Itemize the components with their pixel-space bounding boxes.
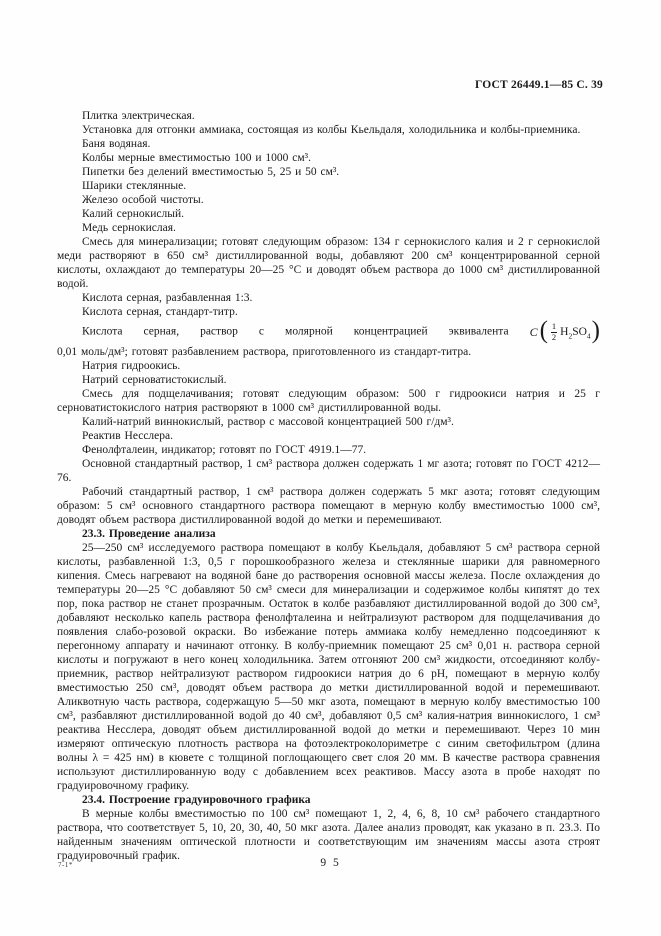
paragraph: Смесь для минерализации; готовят следующим образом: 134 г сернокислого калия и 2 г сернокислой меди растворяют в 650 см³ дистиллированной воды, добавляют 200 см³ концентрированной серной кислоты, охлаждают до температуры 20—25 °С и доводят объем раствора до 1000 см³ дистиллированной водой. [57, 236, 600, 290]
document-header-ref: ГОСТ 26449.1—85 С. 39 [475, 79, 603, 91]
formula-coefficient: C [529, 324, 538, 339]
paragraph: Основной стандартный раствор, 1 см³ раствора должен содержать 1 мг азота; готовят по ГОСТ 4212—76. [57, 458, 600, 484]
paragraph: Калий сернокислый. [82, 208, 184, 220]
section-23-3-body: 25—250 см³ исследуемого раствора помещают в колбу Кьельдаля, добавляют 5 см³ раствора серной кислоты, разбавленной 1:3, 0,5 г порошкообразного железа и стеклянные шарики для равномерного кипения. Смесь нагревают на водяной бане до растворения основной массы железа. После охлаждения до температуры 20—25 °С добавляют 50 см³ смеси для минерализации и содержимое колбы кипятят до тех пор, пока раствор не станет прозрачным. Остаток в колбе разбавляют дистиллированной водой до 300 см³, добавляют несколько капель раствора фенолфталеина и нейтрализуют раствором для подщелачивания до появления слабо-розовой окраски. Во избежание потерь аммиака колбу немедленно подсоединяют к перегонному аппарату и начинают отгонку. В колбу-приемник помещают 25 см³ 0,01 н. раствора серной кислоты и погружают в него конец холодильника. Затем отгоняют 200 см³ жидкости, отсоединяют колбу-приемник, раствор нейтрализуют раствором гидроокиси натрия до 6 рН, помещают в мерную колбу вместимостью 250 см³, доводят объем раствора до метки дистиллированной водой и перемешивают. Аликвотную часть раствора, содержащую 5—50 мкг азота, помещают в мерную колбу вместимостью 100 см³, разбавляют дистиллированной водой до 40 см³, добавляют 0,5 см³ калия-натрия виннокислого, 1 см³ реактива Несслера, доводят объем дистиллированной водой до метки и перемешивают. Через 10 мин измеряют оптическую плотность раствора на фотоэлектроколориметре с синим светофильтром (длина волны λ = 425 нм) в кювете с толщиной поглощающего свет слоя 20 мм. В качестве раствора сравнения используют дистиллированную воду с добавлением всех реактивов. Массу азота в пробе находят по градуировочному графику. [57, 542, 600, 792]
formula-paragraph-lead: Кислота серная, раствор с молярной концентрацией эквивалента [82, 325, 509, 338]
paragraph-with-formula [57, 319, 600, 345]
paragraph: Калий-натрий виннокислый, раствор с массовой концентрацией 500 г/дм³. [82, 416, 454, 428]
paragraph: Натрий серноватистокислый. [82, 374, 227, 386]
paragraph: Колбы мерные вместимостью 100 и 1000 см³. [82, 152, 311, 164]
paragraph: Шарики стеклянные. [82, 180, 187, 192]
paragraph: Медь сернокислая. [82, 222, 176, 234]
element-sulfate: SO [572, 326, 587, 338]
paragraph: Кислота серная, стандарт-титр. [82, 306, 238, 318]
element-hydrogen: H [560, 326, 569, 338]
formula-close-paren: ) [591, 317, 600, 344]
paragraph: 0,01 моль/дм³; готовят разбавлением раствора, приготовленного из стандарт-титра. [57, 346, 472, 358]
paragraph: Натрия гидроокись. [82, 360, 181, 372]
section-heading-23-3: 23.3. Проведение анализа [82, 528, 216, 540]
paragraph: Баня водяная. [82, 138, 151, 150]
paragraph: Фенолфталеин, индикатор; готовят по ГОСТ 4919.1—77. [82, 444, 367, 456]
section-23-4-body: В мерные колбы вместимостью по 100 см³ помещают 1, 2, 4, 6, 8, 10 см³ рабочего стандартного раствора, что соответствует 5, 10, 20, 30, 40, 50 мкг азота. Далее анализ проводят, как указано в п. 23.3. По найденным значениям оптической плотности и соответствующим им значениям массы азота строят градуировочный график. [57, 808, 600, 862]
formula-open-paren: ( [539, 317, 548, 344]
paragraph: Установка для отгонки аммиака, состоящая из колбы Кьельдаля, холодильника и колбы-приемника. [82, 124, 581, 136]
page-number: 9 5 [320, 857, 341, 869]
chemical-formula-equivalent-h2so4 [530, 319, 600, 345]
hydrogen-subscript: 2 [568, 331, 573, 341]
fraction-numerator: 1 [551, 320, 557, 331]
fraction-denominator: 2 [551, 331, 557, 342]
paragraph: Кислота серная, разбавленная 1:3. [82, 292, 253, 304]
sulfate-subscript: 4 [586, 331, 591, 341]
paragraph: Пипетки без делений вместимостью 5, 25 и 50 см³. [82, 166, 340, 178]
formula-chemical-symbols [560, 326, 591, 341]
paragraph: Смесь для подщелачивания; готовят следующим образом: 500 г гидроокиси натрия и 25 г серноватистокислого натрия растворяют в 1000 см³ дистиллированной воды. [57, 388, 600, 414]
paragraph: Плитка электрическая. [82, 110, 195, 122]
paragraph: Реактив Несслера. [82, 430, 173, 442]
formula-fraction [551, 322, 557, 343]
paragraph: Железо особой чистоты. [82, 194, 204, 206]
document-body [57, 109, 600, 863]
section-heading-23-4: 23.4. Построение градуировочного графика [82, 794, 311, 806]
print-signature-mark: 7-1* [58, 861, 73, 869]
paragraph: Рабочий стандартный раствор, 1 см³ раствора должен содержать 5 мкг азота; готовят следующим образом: 5 см³ основного стандартного раствора помещают в мерную колбу вместимостью 1000 см³, доводят объем раствора дистиллированной водой до метки и перемешивают. [57, 486, 600, 526]
